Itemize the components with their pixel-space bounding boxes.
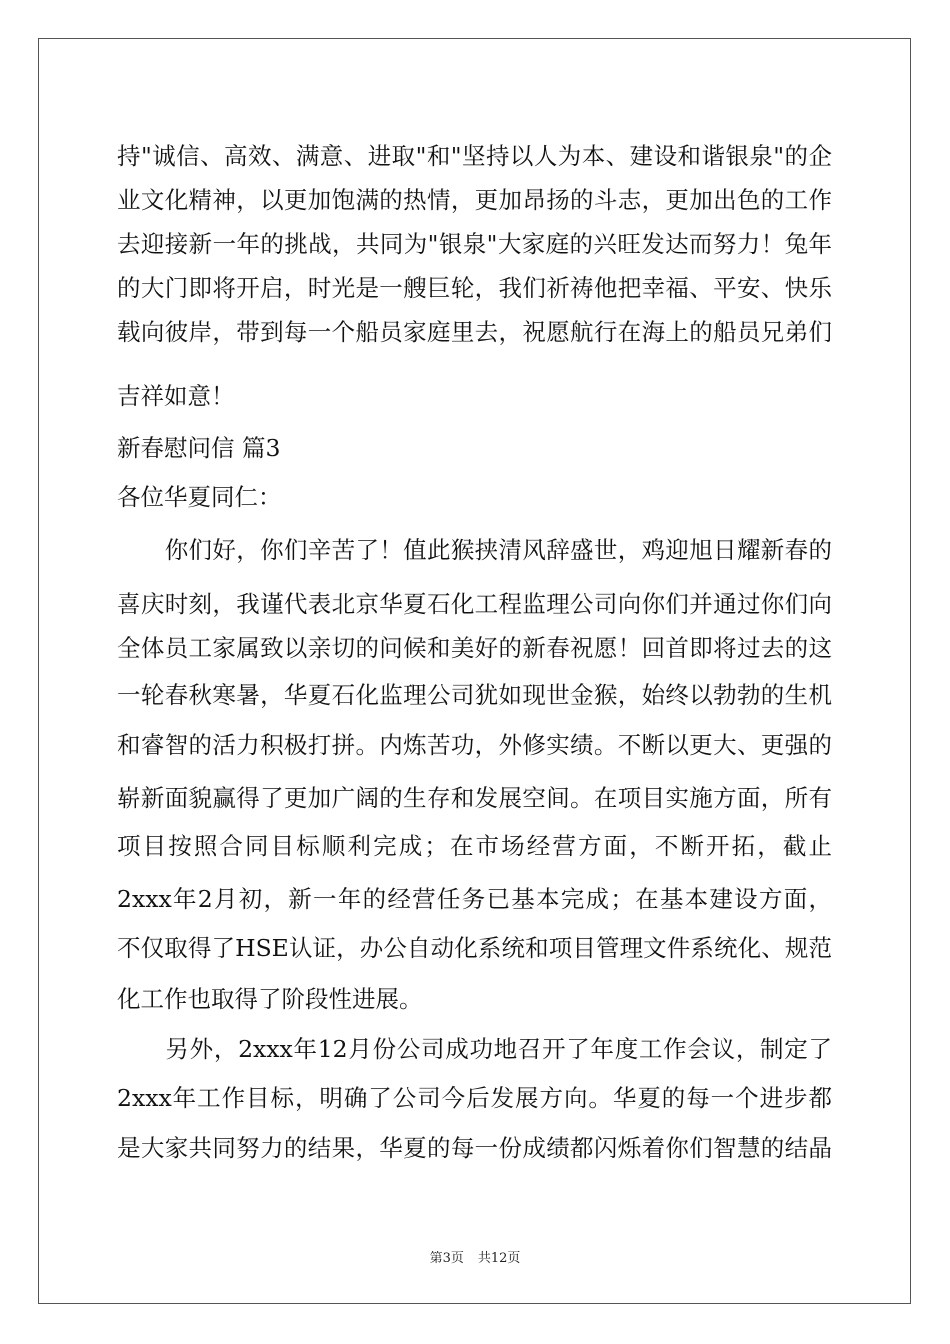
- section-heading: 新春慰问信 篇3: [117, 434, 281, 462]
- text-line: 你们好，你们辛苦了！值此猴挟清风辞盛世，鸡迎旭日耀新春的: [117, 536, 832, 564]
- text-line: 另外，2xxx年12月份公司成功地召开了年度工作会议，制定了: [117, 1035, 832, 1063]
- text-line: 去迎接新一年的挑战，共同为"银泉"大家庭的兴旺发达而努力！兔年: [117, 230, 832, 258]
- page-total: 共12页: [477, 1251, 521, 1266]
- text-line: 项目按照合同目标顺利完成；在市场经营方面，不断开拓，截止: [117, 832, 832, 860]
- text-line: 和睿智的活力积极打拼。内炼苦功，外修实绩。不断以更大、更强的: [117, 731, 832, 759]
- text-line: 化工作也取得了阶段性进展。: [117, 985, 423, 1013]
- text-line: 不仅取得了HSE认证，办公自动化系统和项目管理文件系统化、规范: [117, 934, 832, 962]
- text-line: 载向彼岸，带到每一个船员家庭里去，祝愿航行在海上的船员兄弟们: [117, 318, 832, 346]
- text-line: 崭新面貌赢得了更加广阔的生存和发展空间。在项目实施方面，所有: [117, 784, 832, 812]
- text-line: 的大门即将开启，时光是一艘巨轮，我们祈祷他把幸福、平安、快乐: [117, 274, 832, 302]
- text-line: 是大家共同努力的结果，华夏的每一份成绩都闪烁着你们智慧的结晶: [117, 1134, 832, 1162]
- page-footer: [0, 1247, 950, 1266]
- salutation: 各位华夏同仁：: [117, 483, 282, 511]
- text-line: 2xxx年工作目标，明确了公司今后发展方向。华夏的每一个进步都: [117, 1084, 832, 1112]
- text-line: 喜庆时刻，我谨代表北京华夏石化工程监理公司向你们并通过你们向: [117, 590, 832, 618]
- page-number: 第3页: [429, 1251, 464, 1266]
- text-line: 一轮春秋寒暑，华夏石化监理公司犹如现世金猴，始终以勃勃的生机: [117, 681, 832, 709]
- text-line: 业文化精神，以更加饱满的热情，更加昂扬的斗志，更加出色的工作: [117, 186, 832, 214]
- text-line: 持"诚信、高效、满意、进取"和"坚持以人为本、建设和谐银泉"的企: [117, 142, 832, 170]
- text-line: 吉祥如意！: [117, 382, 235, 410]
- page-frame: [38, 38, 911, 1304]
- text-line: 2xxx年2月初，新一年的经营任务已基本完成；在基本建设方面，: [117, 885, 832, 913]
- text-line: 全体员工家属致以亲切的问候和美好的新春祝愿！回首即将过去的这: [117, 634, 832, 662]
